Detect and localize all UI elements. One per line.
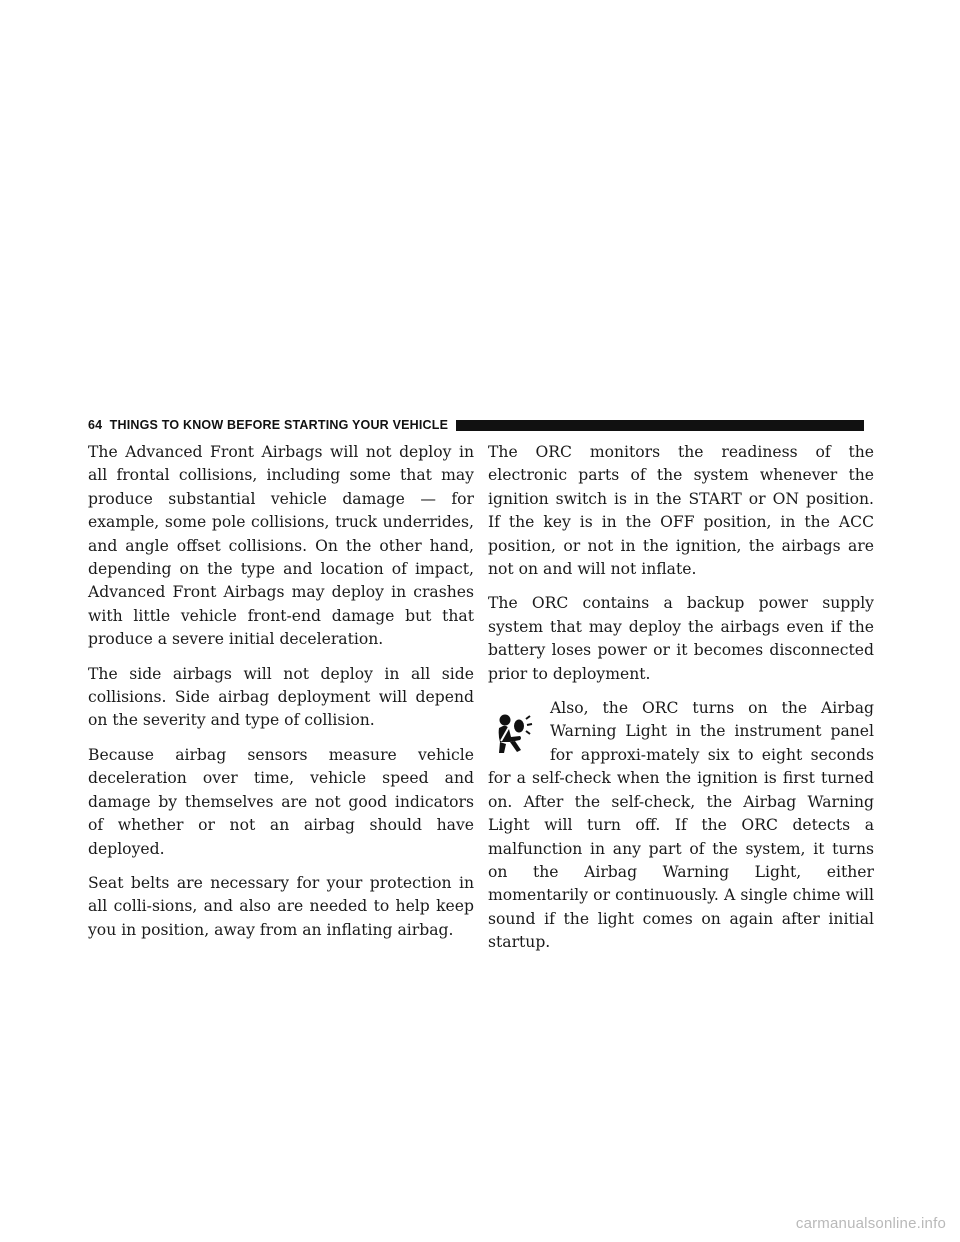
paragraph: The Advanced Front Airbags will not deploy in all frontal collisions, including some that may produce substantial vehicle damage — for example, some pole collisions, truck underrides, and angle offset collisions. On the other hand, depending on the type and location of impact, Advanced Front Airbags may deploy in crashes with little vehicle front-end damage but that produce a severe initial deceleration.	[88, 443, 474, 649]
paragraph: Because airbag sensors measure vehicle deceleration over time, vehicle speed and damage by themselves are not good indicators of whether or not an airbag should have deployed.	[88, 745, 474, 858]
warning-light-paragraph	[488, 697, 874, 954]
header-label	[88, 418, 448, 432]
page-number: 64	[88, 418, 103, 432]
warning-light-text: Also, the ORC turns on the Airbag Warning Light in the instrument panel for approxi-mately six to eight seconds for a self-check when the ignition is first turned on. After the self-check, the Airbag Warning Light will turn off. If the ORC detects a malfunction in any part of the system, it turns on the Airbag Warning Light, either momentarily or continuously. A single chime will sound if the light comes on again after initial startup.	[488, 699, 874, 952]
site-watermark: carmanualsonline.info	[795, 1215, 946, 1232]
section-title: THINGS TO KNOW BEFORE STARTING YOUR VEHICLE	[109, 418, 449, 432]
left-column	[88, 441, 474, 953]
paragraph: The side airbags will not deploy in all side collisions. Side airbag deployment will depend on the severity and type of collision.	[88, 664, 474, 730]
right-column	[488, 441, 874, 966]
paragraph: Seat belts are necessary for your protection in all colli-sions, and also are needed to help keep you in position, away from an inflating airbag.	[88, 873, 474, 939]
paragraph: The ORC contains a backup power supply system that may deploy the airbags even if the battery loses power or it becomes disconnected prior to deployment.	[488, 594, 874, 683]
page-header	[88, 416, 864, 434]
header-rule	[456, 420, 864, 431]
airbag-warning-icon	[490, 711, 542, 757]
paragraph: The ORC monitors the readiness of the electronic parts of the system whenever the ignition switch is in the START or ON position. If the key is in the OFF position, in the ACC position, or not in the ignition, the airbags are not on and will not inflate.	[488, 443, 874, 579]
